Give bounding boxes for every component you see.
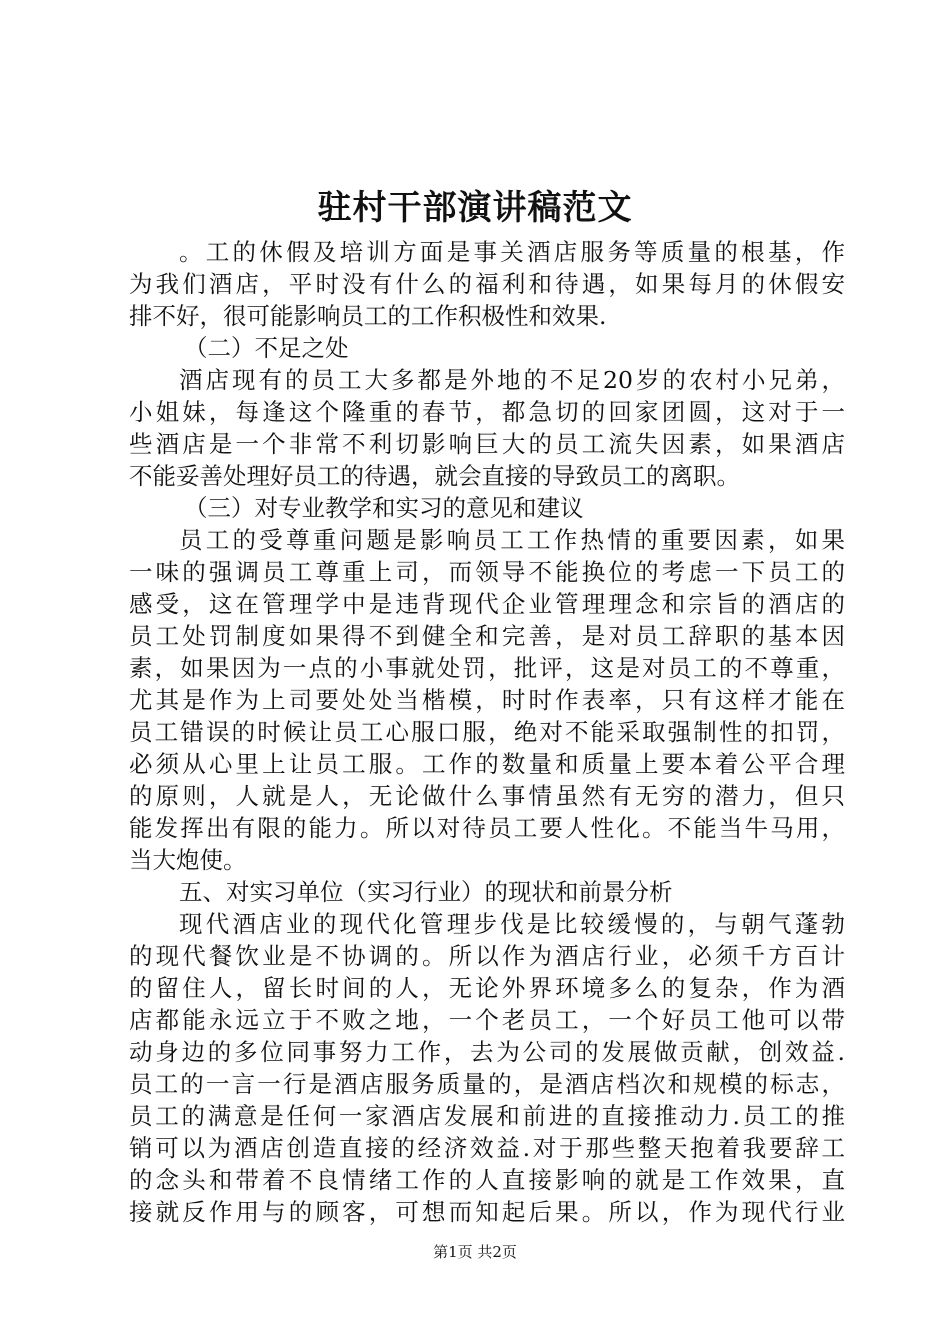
body-line: 感受，这在管理学中是违背现代企业管理理念和宗旨的酒店的 <box>129 590 845 618</box>
document-title: 驻村干部演讲稿范文 <box>317 188 633 228</box>
body-line: 尤其是作为上司要处处当楷模，时时作表率，只有这样才能在 <box>129 686 845 714</box>
body-line: 些酒店是一个非常不利切影响巨大的员工流失因素，如果酒店 <box>129 430 845 458</box>
document-body <box>129 236 845 1228</box>
body-line: 销可以为酒店创造直接的经济效益.对于那些整天抱着我要辞工 <box>129 1134 845 1162</box>
section-heading: 五、对实习单位（实习行业）的现状和前景分析 <box>179 878 673 906</box>
section-heading: （三）对专业教学和实习的意见和建议 <box>184 494 584 522</box>
body-line: 。工的休假及培训方面是事关酒店服务等质量的根基，作 <box>179 238 845 266</box>
body-line: 员工的受尊重问题是影响员工工作热情的重要因素，如果 <box>179 526 845 554</box>
body-line: 员工处罚制度如果得不到健全和完善，是对员工辞职的基本因 <box>129 622 845 650</box>
body-line: 接就反作用与的顾客，可想而知起后果。所以，作为现代行业 <box>129 1198 845 1226</box>
body-line: 酒店现有的员工大多都是外地的不足20岁的农村小兄弟， <box>179 366 845 394</box>
body-line: 当大炮使。 <box>129 846 247 874</box>
body-line: 的留住人，留长时间的人，无论外界环境多么的复杂，作为酒 <box>129 974 845 1002</box>
body-line: 能发挥出有限的能力。所以对待员工要人性化。不能当牛马用， <box>129 814 845 842</box>
body-line: 员工的一言一行是酒店服务质量的，是酒店档次和规模的标志， <box>129 1070 845 1098</box>
body-line: 的念头和带着不良情绪工作的人直接影响的就是工作效果，直 <box>129 1166 845 1194</box>
body-line: 小姐妹，每逢这个隆重的春节，都急切的回家团圆，这对于一 <box>129 398 845 426</box>
body-line: 店都能永远立于不败之地，一个老员工，一个好员工他可以带 <box>129 1006 845 1034</box>
page-footer: 第1页 共2页 <box>433 1243 517 1261</box>
section-heading: （二）不足之处 <box>184 334 349 362</box>
body-line: 必须从心里上让员工服。工作的数量和质量上要本着公平合理 <box>129 750 845 778</box>
body-line: 素，如果因为一点的小事就处罚，批评，这是对员工的不尊重， <box>129 654 845 682</box>
body-line: 排不好，很可能影响员工的工作积极性和效果. <box>129 302 607 330</box>
body-line: 不能妥善处理好员工的待遇，就会直接的导致员工的离职。 <box>129 462 740 490</box>
body-line: 现代酒店业的现代化管理步伐是比较缓慢的，与朝气蓬勃 <box>179 910 845 938</box>
body-line: 一味的强调员工尊重上司，而领导不能换位的考虑一下员工的 <box>129 558 845 586</box>
body-line: 的原则，人就是人，无论做什么事情虽然有无穷的潜力，但只 <box>129 782 845 810</box>
body-line: 的现代餐饮业是不协调的。所以作为酒店行业，必须千方百计 <box>129 942 845 970</box>
body-line: 为我们酒店，平时没有什么的福利和待遇，如果每月的休假安 <box>129 270 845 298</box>
body-line: 动身边的多位同事努力工作，去为公司的发展做贡献，创效益. <box>129 1038 845 1066</box>
body-line: 员工错误的时候让员工心服口服，绝对不能采取强制性的扣罚， <box>129 718 845 746</box>
body-line: 员工的满意是任何一家酒店发展和前进的直接推动力.员工的推 <box>129 1102 845 1130</box>
